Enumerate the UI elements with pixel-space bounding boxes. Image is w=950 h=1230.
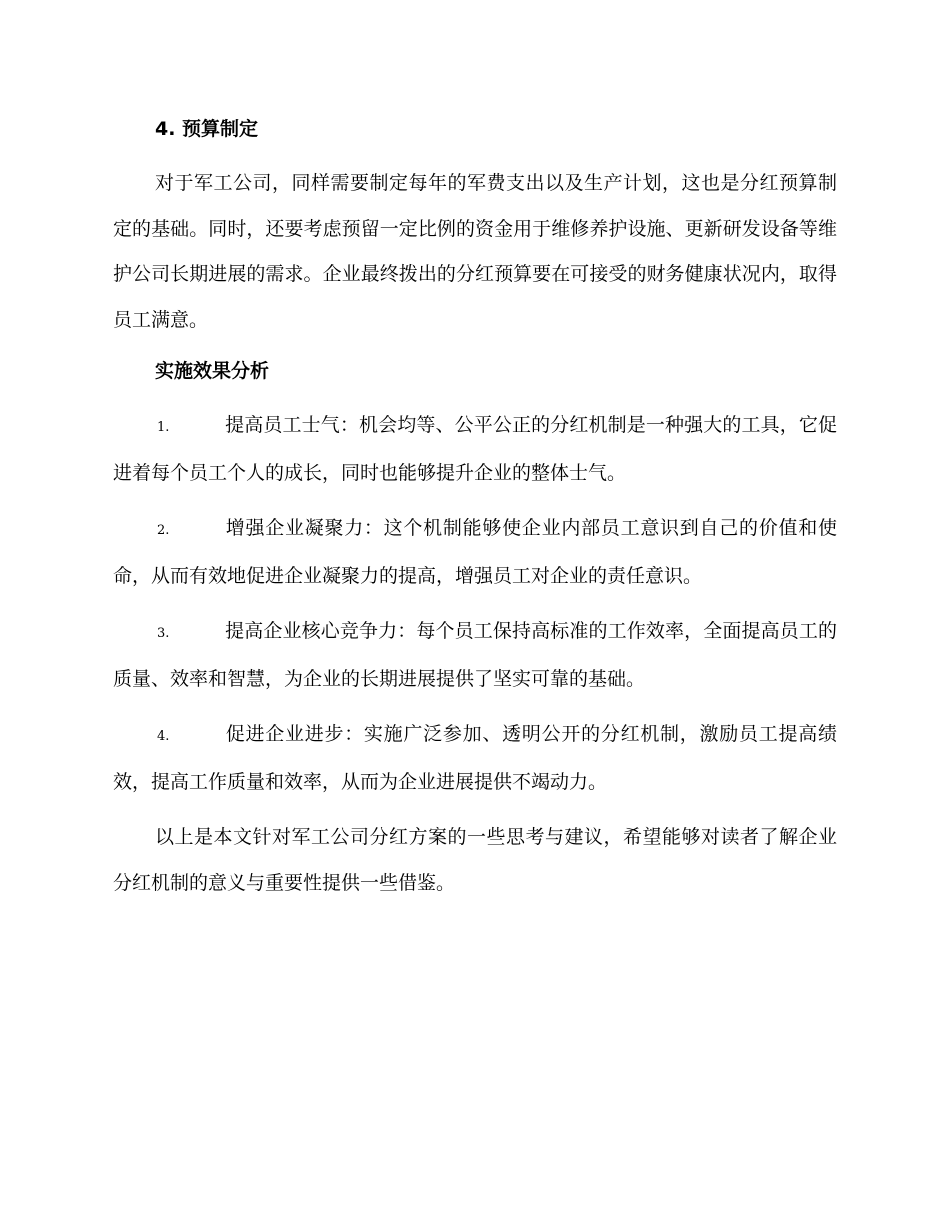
list-item-number: 1.	[157, 420, 170, 435]
list-item	[113, 403, 837, 496]
budget-paragraph: 对于军工公司，同样需要制定每年的军费支出以及生产计划，这也是分红预算制定的基础。同时，还要考虑预留一定比例的资金用于维修养护设施、更新研发设备等维护公司长期进展的需求。企业最终拨出的分红预算要在可接受的财务健康状况内，取得员工满意。	[113, 172, 837, 331]
document-body	[113, 111, 837, 916]
list-item-number: 3.	[157, 626, 170, 641]
list-item-number: 4.	[157, 729, 170, 744]
list-item-text: 促进企业进步：实施广泛参加、透明公开的分红机制，激励员工提高绩效，提高工作质量和效率，从而为企业进展提供不竭动力。	[113, 723, 837, 793]
list-item	[113, 712, 837, 805]
list-item	[113, 506, 837, 599]
list-item-text: 提高企业核心竞争力：每个员工保持高标准的工作效率，全面提高员工的质量、效率和智慧，为企业的长期进展提供了坚实可靠的基础。	[113, 620, 837, 690]
list-item-number: 2.	[157, 523, 170, 538]
list-item-text: 增强企业凝聚力：这个机制能够使企业内部员工意识到自己的价值和使命，从而有效地促进企业凝聚力的提高，增强员工对企业的责任意识。	[113, 517, 837, 587]
section-heading-effects: 实施效果分析	[155, 360, 270, 382]
list-item	[113, 609, 837, 702]
conclusion-paragraph: 以上是本文针对军工公司分红方案的一些思考与建议，希望能够对读者了解企业分红机制的意义与重要性提供一些借鉴。	[113, 826, 837, 894]
section-heading-budget: 4. 预算制定	[155, 118, 259, 140]
list-item-text: 提高员工士气：机会均等、公平公正的分红机制是一种强大的工具，它促进着每个员工个人的成长，同时也能够提升企业的整体士气。	[113, 414, 837, 484]
